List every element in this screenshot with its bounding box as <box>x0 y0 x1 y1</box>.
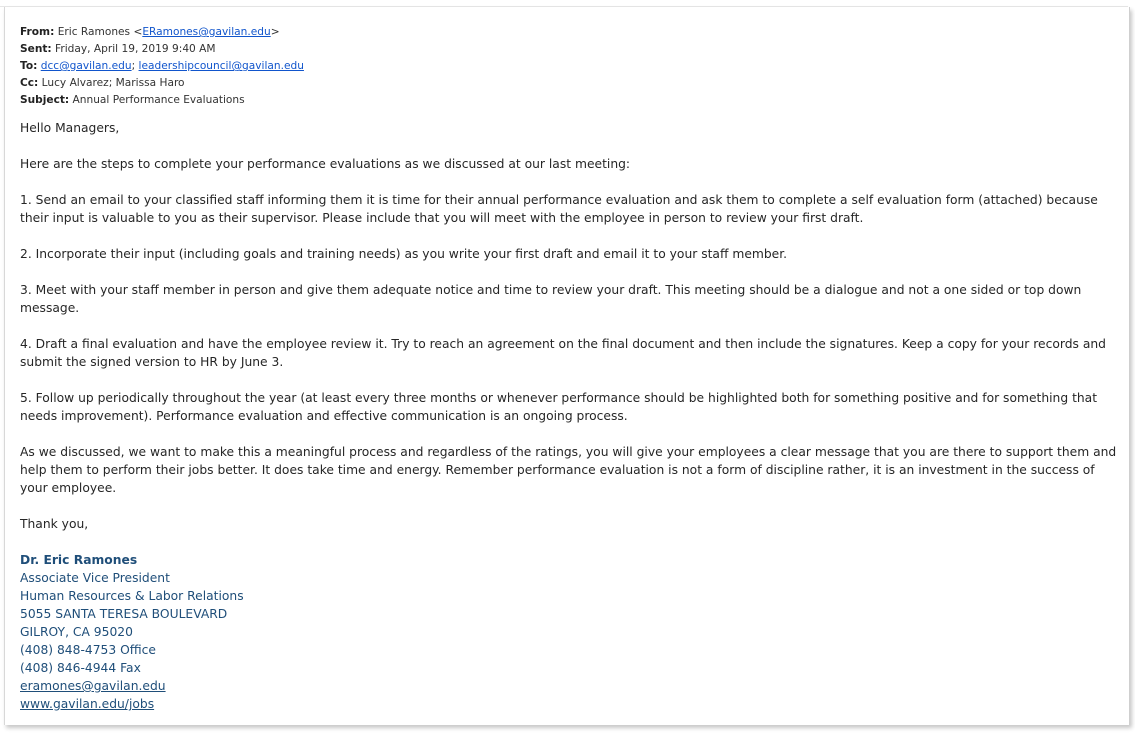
header-subject <box>20 92 1118 109</box>
signature-office-phone: (408) 848-4753 Office <box>20 643 156 657</box>
step-item: 2. Incorporate their input (including goals and training needs) as you write your first draft and email it to your staff member. <box>20 247 788 261</box>
signature-website-link[interactable]: www.gavilan.edu/jobs <box>20 697 155 711</box>
cc-value: Lucy Alvarez; Marissa Haro <box>41 77 185 89</box>
signature-department: Human Resources & Labor Relations <box>20 589 244 603</box>
subject-value: Annual Performance Evaluations <box>72 94 245 106</box>
header-cc <box>20 75 1118 92</box>
greeting: Hello Managers, <box>20 121 120 135</box>
closing-paragraph: As we discussed, we want to make this a meaningful process and regardless of the ratings, you will give your employees a clear message that you are there to support them and help them to perform their jobs better. It does take time and energy. Remember performance evaluation is not a form of discipline rather, it is an investment in the success of your employee. <box>20 445 1117 495</box>
email-message-pane <box>4 7 1130 725</box>
to-separator: ; <box>131 60 136 72</box>
signature-fax: (408) 846-4944 Fax <box>20 661 141 675</box>
sign-off: Thank you, <box>20 517 89 531</box>
signature-title: Associate Vice President <box>20 571 170 585</box>
email-body <box>20 119 1118 533</box>
email-content <box>20 24 1118 713</box>
signature-address-line2: GILROY, CA 95020 <box>20 625 133 639</box>
to-recipient-link[interactable]: dcc@gavilan.edu <box>40 60 132 72</box>
header-from <box>20 24 1118 41</box>
from-close: > <box>270 26 280 38</box>
header-sent <box>20 41 1118 58</box>
cc-label: Cc: <box>20 77 39 89</box>
to-label: To: <box>20 60 38 72</box>
from-name: Eric Ramones < <box>57 26 143 38</box>
step-item: 5. Follow up periodically throughout the year (at least every three months or whenever performance should be highlighted both for something positive and for something that needs improvement). Performance evaluation and effective communication is an ongoing process. <box>20 391 1098 423</box>
step-item: 4. Draft a final evaluation and have the employee review it. Try to reach an agreement on the final document and then include the signatures. Keep a copy for your records and submit the signed version to HR by June 3. <box>20 337 1106 369</box>
signature-address-line1: 5055 SANTA TERESA BOULEVARD <box>20 607 228 621</box>
from-email-link[interactable]: ERamones@gavilan.edu <box>142 26 271 38</box>
from-label: From: <box>20 26 55 38</box>
to-recipient-link[interactable]: leadershipcouncil@gavilan.edu <box>138 60 304 72</box>
sent-label: Sent: <box>20 43 52 55</box>
email-header <box>20 24 1118 109</box>
signature-email-link[interactable]: eramones@gavilan.edu <box>20 679 166 693</box>
intro-paragraph: Here are the steps to complete your performance evaluations as we discussed at our last meeting: <box>20 157 631 171</box>
header-to <box>20 58 1118 75</box>
signature-name: Dr. Eric Ramones <box>20 553 138 567</box>
step-item: 1. Send an email to your classified staff informing them it is time for their annual performance evaluation and ask them to complete a self evaluation form (attached) because their input is valuable to you as their supervisor. Please include that you will meet with the employee in person to review your first draft. <box>20 193 1098 225</box>
step-item: 3. Meet with your staff member in person and give them adequate notice and time to review your draft. This meeting should be a dialogue and not a one sided or top down message. <box>20 283 1082 315</box>
sent-value: Friday, April 19, 2019 9:40 AM <box>55 43 216 55</box>
subject-label: Subject: <box>20 94 70 106</box>
email-signature <box>20 551 1118 713</box>
